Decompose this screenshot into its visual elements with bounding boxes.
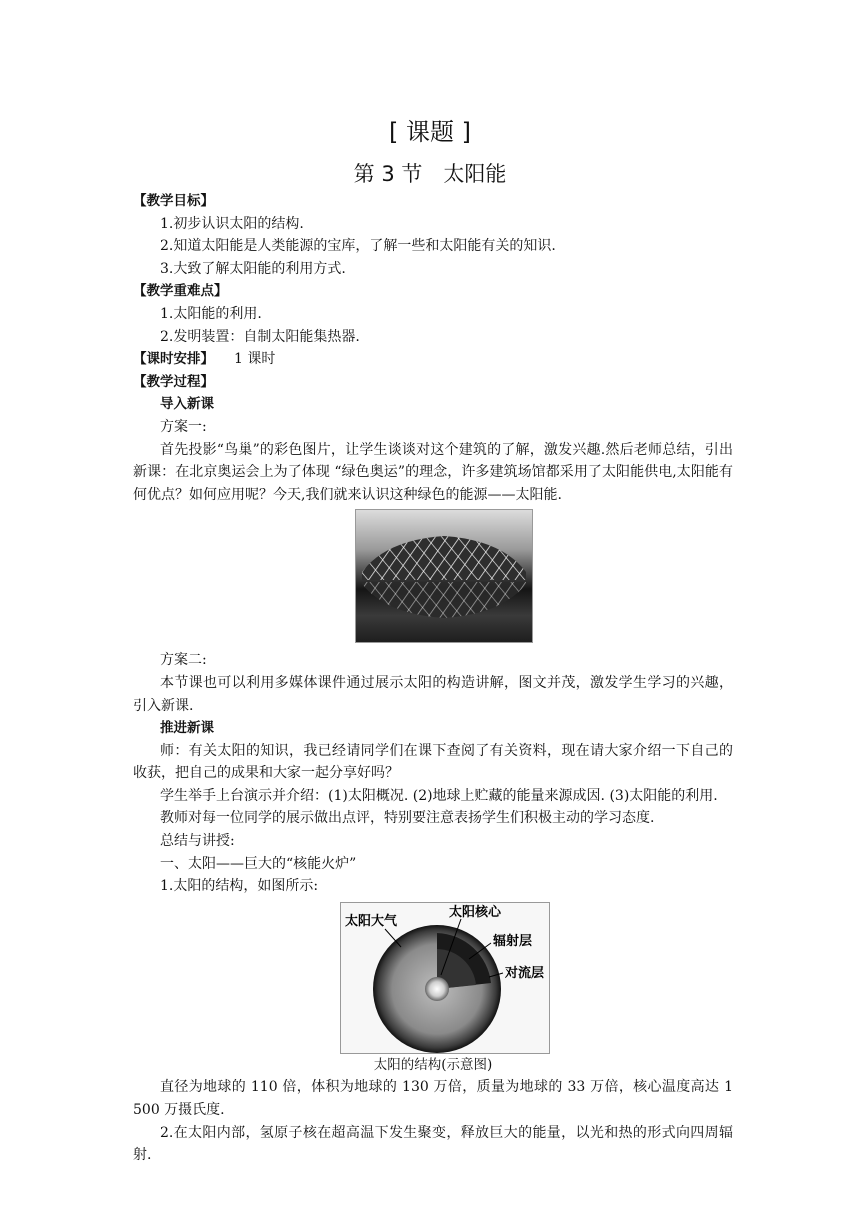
schedule-value: 1 课时	[234, 351, 276, 368]
objective-item: 2.知道太阳能是人类能源的宝库，了解一些和太阳能有关的知识.	[160, 238, 556, 255]
comment-text: 教师对每一位同学的展示做出点评，特别要注意表扬学生们积极主动的学习态度.	[160, 810, 655, 827]
part1-title: 一、太阳——巨大的“核能火炉”	[160, 855, 357, 872]
label-radiation: 辐射层	[493, 933, 533, 949]
plan1-label: 方案一:	[160, 418, 207, 435]
plan1-text: 首先投影“鸟巢”的彩色图片，让学生谈谈对这个建筑的了解，激发兴趣.然后老师总结，引出新课：在北京奥运会上为了体现 “绿色奥运”的理念，许多建筑场馆都采用了太阳能供电,太阳能有何优点？如何应用呢？今天,我们就来认识这种绿色的能源——太阳能.	[133, 441, 733, 503]
students-text: 学生举手上台演示并介绍：(1)太阳概况. (2)地球上贮藏的能量来源成因. (3)太阳能的利用.	[160, 787, 718, 804]
summary-label: 总结与讲授:	[160, 833, 235, 850]
birds-nest-photo	[355, 509, 533, 643]
intro-heading: 导入新课	[160, 396, 214, 413]
lesson-content	[133, 190, 733, 1167]
plan2-label: 方案二:	[160, 652, 207, 669]
label-convection: 对流层	[505, 965, 545, 981]
figure-caption: 太阳的结构(示意图)	[373, 1056, 493, 1073]
advance-heading: 推进新课	[160, 720, 214, 737]
sun-structure-diagram	[341, 903, 549, 1053]
plan2-text: 本节课也可以利用多媒体课件通过展示太阳的构造讲解，图文并茂，激发学生学习的兴趣，引入新课.	[133, 674, 733, 714]
structure-intro: 1.太阳的结构，如图所示:	[160, 878, 319, 895]
schedule-line	[133, 348, 733, 371]
teacher-text: 师：有关太阳的知识，我已经请同学们在课下查阅了有关资料，现在请大家介绍一下自己的收获，把自己的成果和大家一起分享好吗？	[133, 742, 733, 782]
schedule-heading: 【课时安排】	[133, 351, 214, 368]
key-points-heading: 【教学重难点】	[133, 283, 228, 300]
sun-facts: 直径为地球的 110 倍，体积为地球的 130 万倍，质量为地球的 33 万倍，核心温度高达 1 500 万摄氏度.	[133, 1079, 733, 1119]
key-point-item: 1.太阳能的利用.	[160, 305, 262, 322]
label-core: 太阳核心	[449, 904, 502, 920]
objective-item: 1.初步认识太阳的结构.	[160, 215, 304, 232]
objectives-heading: 【教学目标】	[133, 193, 214, 209]
fusion-text: 2.在太阳内部，氢原子核在超高温下发生聚变，释放巨大的能量，以光和热的形式向四周辐射.	[133, 1124, 733, 1164]
page-title: [ 课题 ]	[389, 118, 471, 146]
sun-structure-figure	[340, 902, 550, 1054]
process-heading: 【教学过程】	[133, 373, 214, 390]
label-atmosphere: 太阳大气	[345, 913, 398, 929]
birds-nest-illustration	[356, 510, 532, 642]
key-point-item: 2.发明装置：自制太阳能集热器.	[160, 328, 360, 345]
objective-item: 3.大致了解太阳能的利用方式.	[160, 260, 346, 277]
sun-core	[425, 977, 449, 1001]
section-title: 第 3 节 太阳能	[353, 162, 507, 186]
